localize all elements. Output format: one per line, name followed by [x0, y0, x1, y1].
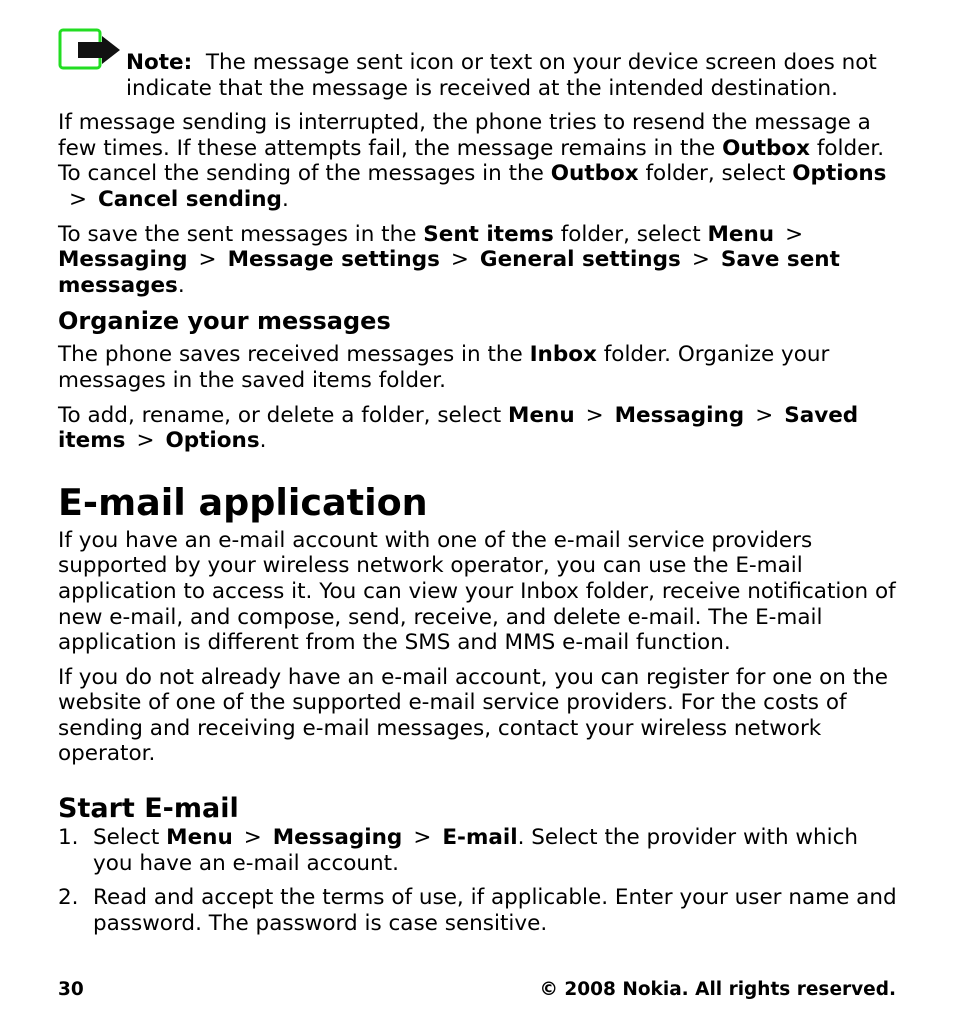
menu-term: Menu [166, 825, 233, 851]
text-run: The phone saves received messages in the [58, 342, 530, 368]
options-term: Options [792, 161, 887, 187]
path-separator: > [69, 186, 88, 212]
page-footer [58, 978, 896, 1002]
text-run: Select [93, 825, 167, 851]
saved-items-term: Saved items [58, 402, 859, 454]
step-number: 2. [58, 885, 79, 911]
text-run: . [259, 428, 267, 454]
note-text: The message sent icon or text on your device screen does not indicate that the message is received at the intended destination. [126, 50, 877, 101]
inbox-term: Inbox [529, 342, 597, 368]
step-text: Read and accept the terms of use, if applicable. Enter your user name and password. The password is case sensitive. [93, 885, 897, 936]
step-number: 1. [58, 825, 79, 851]
messaging-term: Messaging [58, 247, 188, 273]
options-term: Options [165, 428, 260, 454]
page-number: 30 [58, 979, 84, 1000]
text-run: . Select the provider with which you have an e-mail account. [93, 825, 859, 876]
text-run: To add, rename, or delete a folder, select [58, 402, 509, 428]
text-run: folder, select [553, 221, 708, 247]
text-run: folder. Organize your messages in the saved items folder. [58, 342, 830, 393]
messaging-term: Messaging [272, 825, 403, 851]
cancel-sending-term: Cancel sending [98, 186, 282, 212]
resend-paragraph [58, 110, 898, 212]
menu-term: Menu [508, 402, 575, 428]
note-label: Note: [126, 50, 193, 75]
text-run: . [177, 272, 185, 298]
email-register-paragraph: If you do not already have an e-mail account, you can register for one on the website of one of the supported e-mail service providers. For the costs of sending and receiving e-mail messages, contact your wireless network operator. [58, 664, 888, 767]
text-run: If message sending is interrupted, the phone tries to resend the message a few times. If these attempts fail, the message remains in the [58, 110, 871, 161]
email-intro-paragraph: If you have an e-mail account with one of the e-mail service providers supported by your wireless network operator, you can use the E-mail application to access it. You can view your Inbox folder, receive notification of new e-mail, and compose, send, receive, and delete e-mail. The E-mail application is different from the SMS and MMS e-mail function. [58, 527, 896, 656]
sent-items-term: Sent items [423, 221, 554, 247]
path-separator: > [785, 221, 804, 247]
menu-term: Menu [707, 221, 775, 247]
path-separator: > [413, 825, 432, 851]
list-item [58, 825, 898, 876]
path-separator: > [136, 428, 155, 454]
general-settings-term: General settings [479, 247, 681, 273]
path-separator: > [198, 247, 217, 273]
path-separator: > [691, 247, 710, 273]
email-term: E-mail [442, 825, 518, 851]
note-icon [58, 28, 122, 72]
save-paragraph [58, 222, 898, 299]
text-run: To save the sent messages in the [58, 221, 424, 247]
note-block [58, 28, 898, 101]
text-run: folder. To cancel the sending of the messages in the [58, 135, 885, 187]
inbox-paragraph [58, 342, 898, 393]
organize-heading: Organize your messages [58, 307, 391, 336]
text-run: folder, select [638, 161, 793, 187]
list-item [58, 885, 898, 936]
path-separator: > [755, 402, 774, 428]
email-heading: E-mail application [58, 480, 428, 524]
note-paragraph [58, 28, 898, 101]
message-settings-term: Message settings [227, 247, 440, 273]
folder-paragraph [58, 403, 898, 454]
path-separator: > [585, 402, 604, 428]
path-separator: > [243, 825, 262, 851]
text-run: . [281, 186, 289, 212]
messaging-term: Messaging [614, 402, 745, 428]
page-content [58, 28, 898, 936]
path-separator: > [450, 247, 469, 273]
outbox-term: Outbox [550, 161, 639, 187]
copyright-text: © 2008 Nokia. All rights reserved. [539, 979, 896, 1000]
save-sent-messages-term: Save sent messages [58, 247, 840, 298]
steps-list [58, 825, 898, 936]
outbox-term: Outbox [722, 135, 810, 161]
start-email-heading: Start E-mail [58, 793, 239, 825]
